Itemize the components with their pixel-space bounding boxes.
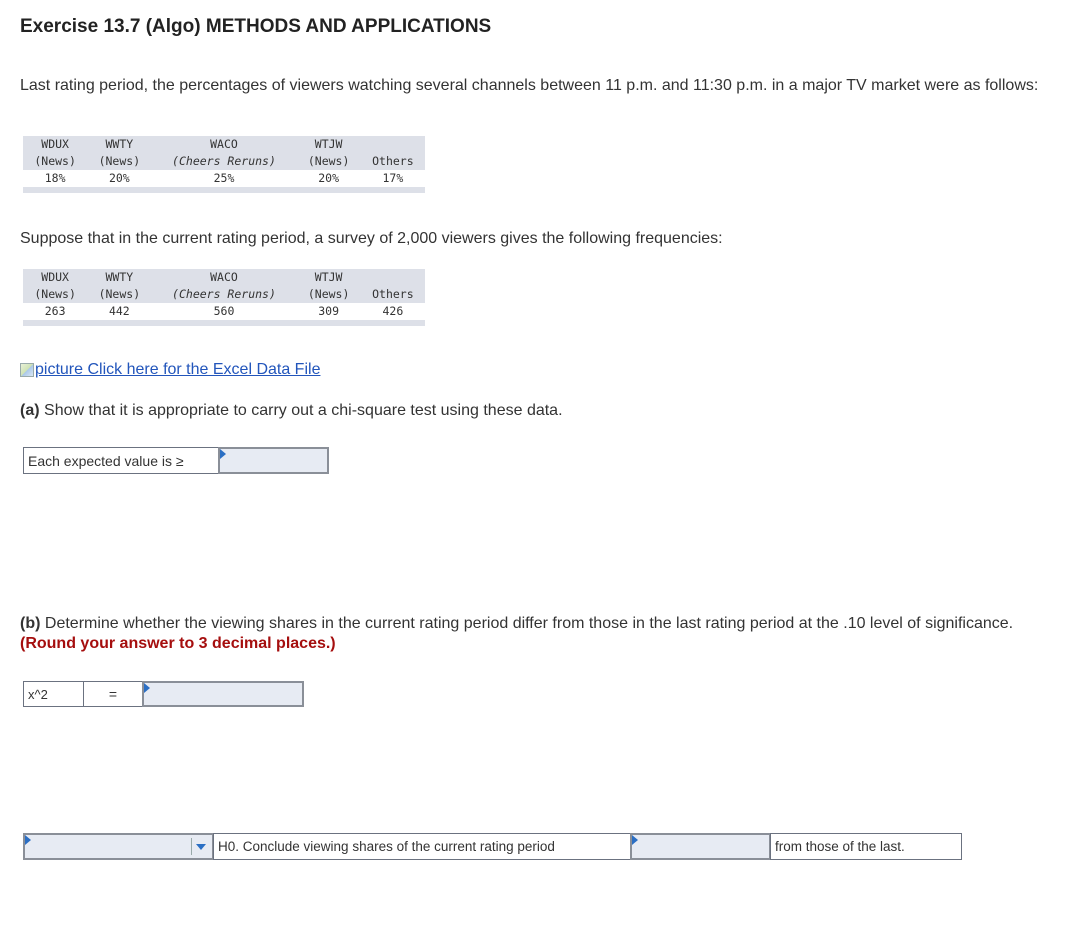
table-cell: WWTY [87, 269, 151, 286]
broken-image-icon [20, 363, 34, 377]
table-cell: Others [361, 153, 425, 170]
table-cell: 426 [382, 304, 404, 318]
table-cell: Others [361, 286, 425, 303]
chevron-down-icon[interactable] [191, 838, 209, 855]
part-a-prompt [20, 401, 563, 421]
expected-value-input[interactable] [218, 447, 329, 474]
table-cell: (News) [87, 286, 151, 303]
excel-link-label: Click here for the Excel Data File [87, 361, 321, 378]
table-cell: WTJW [297, 269, 361, 286]
table-cell: 20% [108, 171, 130, 185]
intro-text: Last rating period, the percentages of viewers watching several channels between 11 p.m. and 11:30 p.m. in a major TV market were as follows: [20, 77, 1039, 94]
conclusion-end-text: from those of the last. [770, 833, 962, 860]
table-cell: 18% [44, 171, 66, 185]
table-cell: WDUX [23, 136, 87, 153]
comparison-input[interactable] [630, 833, 771, 860]
decision-dropdown[interactable] [23, 833, 214, 860]
table-cell: 17% [382, 171, 404, 185]
table-cell: WTJW [297, 136, 361, 153]
table-cell: (News) [297, 153, 361, 170]
expected-value-label: Each expected value is ≥ [23, 447, 219, 474]
chi-square-label: x^2 [23, 681, 84, 707]
table-row [23, 303, 425, 320]
table-cell: 20% [318, 171, 339, 185]
table-row [23, 170, 425, 187]
conclusion-text: H0. Conclude viewing shares of the current rating period [213, 833, 632, 860]
frequencies-table [23, 269, 425, 326]
table-cell: WACO [151, 136, 296, 153]
part-b-prompt [20, 614, 1020, 654]
table-cell: 263 [44, 304, 66, 318]
percentages-table [23, 136, 425, 193]
table-row [23, 286, 425, 303]
table-cell: WDUX [23, 269, 87, 286]
table-cell: (News) [297, 286, 361, 303]
table-cell: 560 [213, 304, 235, 318]
table-cell: (News) [23, 153, 87, 170]
equals-sign: = [83, 681, 143, 707]
part-b-text: Determine whether the viewing shares in the current rating period differ from those in the last rating period at the .10 level of significance. [44, 615, 1014, 632]
table-cell: 442 [108, 304, 130, 318]
table-cell: 25% [213, 171, 235, 185]
table-cell: 309 [318, 304, 339, 318]
excel-link-alt: picture [35, 361, 84, 378]
part-a-text: Show that it is appropriate to carry out a chi-square test using these data. [44, 402, 563, 419]
rounding-note: (Round your answer to 3 decimal places.) [20, 635, 336, 652]
table-row [23, 153, 425, 170]
table-cell: (Cheers Reruns) [151, 153, 296, 170]
chi-square-input[interactable] [142, 681, 304, 707]
table-row [23, 269, 425, 286]
table-cell [361, 269, 425, 286]
part-a-label: (a) [20, 402, 40, 419]
table-cell: (News) [23, 286, 87, 303]
page-title: Exercise 13.7 (Algo) METHODS AND APPLICATIONS [20, 16, 492, 37]
table-cell: (News) [87, 153, 151, 170]
table-cell: WWTY [87, 136, 151, 153]
survey-text: Suppose that in the current rating period, a survey of 2,000 viewers gives the following frequencies: [20, 230, 723, 247]
part-b-label: (b) [20, 615, 41, 632]
table-row [23, 136, 425, 153]
table-footer-rule [23, 320, 425, 326]
table-footer-rule [23, 187, 425, 193]
table-cell: (Cheers Reruns) [151, 286, 296, 303]
table-cell [361, 136, 425, 153]
table-cell: WACO [151, 269, 296, 286]
excel-data-link[interactable] [20, 361, 320, 379]
